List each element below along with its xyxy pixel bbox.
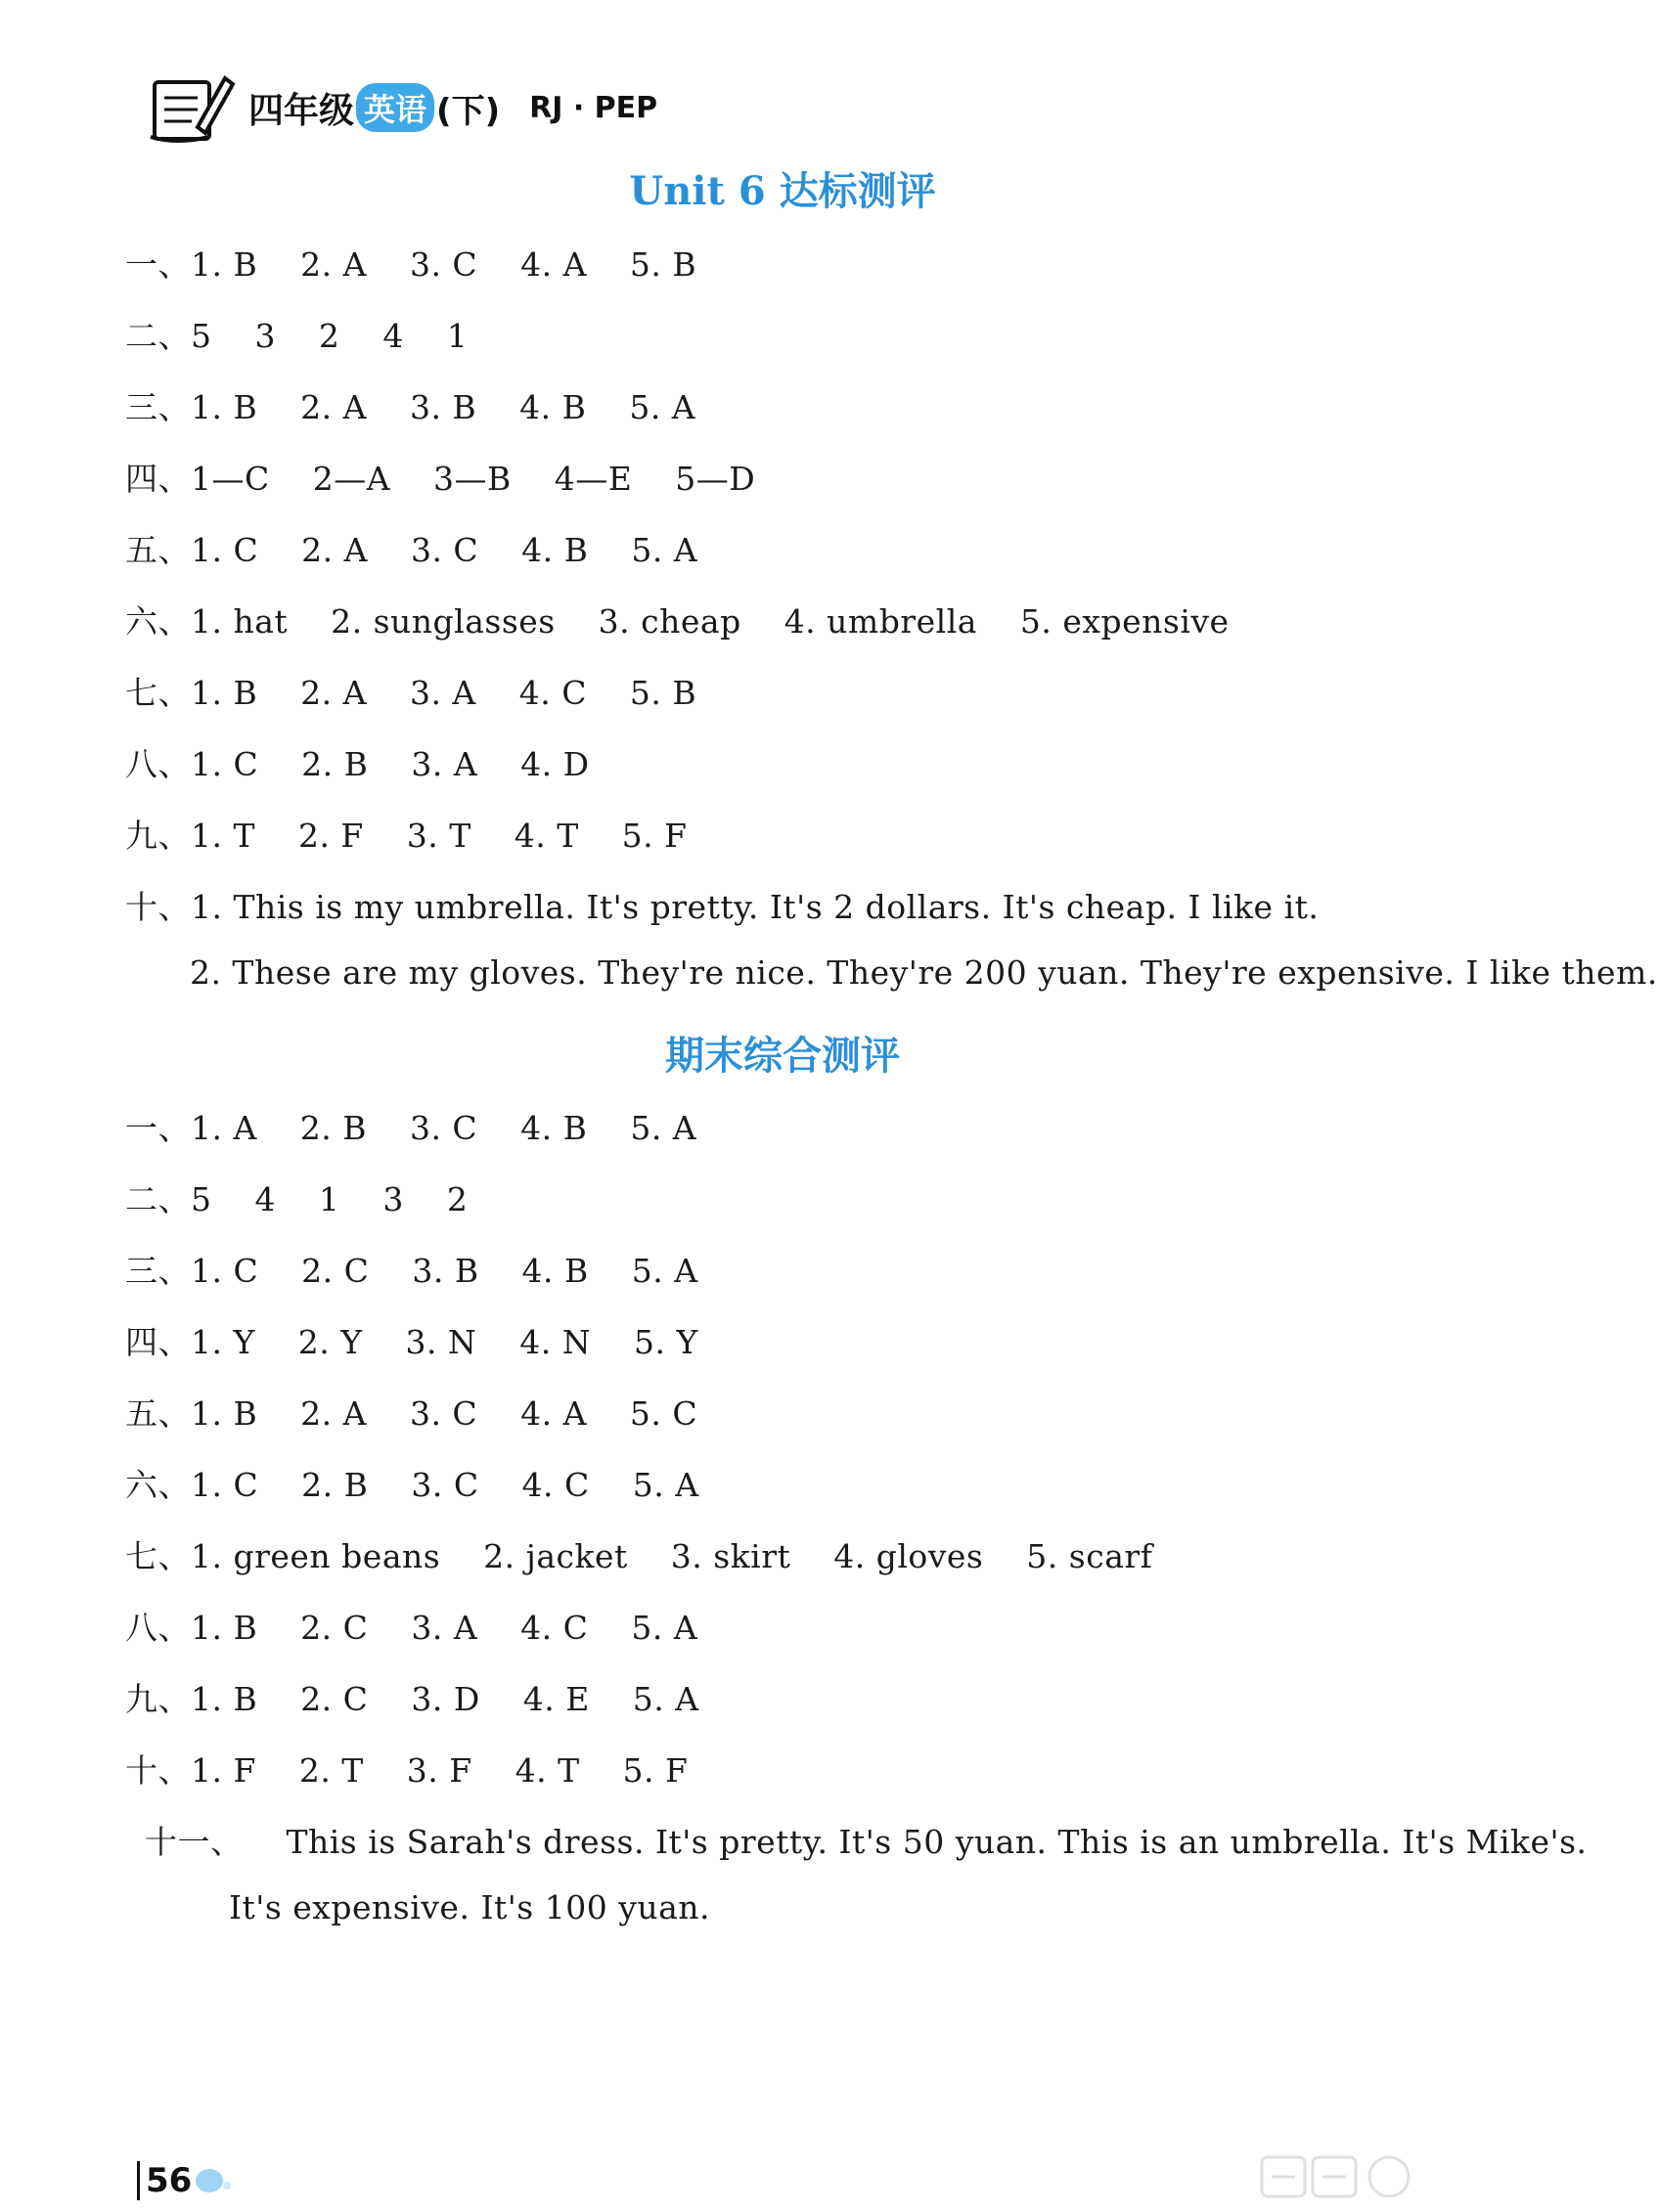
unit6-answer-line: 二、5 3 2 4 1 xyxy=(125,317,469,355)
final-answer-line: 二、5 4 1 3 2 xyxy=(125,1180,469,1218)
unit6-answer-line: 五、1. C 2. A 3. C 4. B 5. A xyxy=(125,531,698,569)
header-subject-badge: 英语 xyxy=(356,83,434,132)
final-answer-line: 五、1. B 2. A 3. C 4. A 5. C xyxy=(125,1394,698,1433)
final-answer-line: It's expensive. It's 100 yuan. xyxy=(186,1888,711,1926)
page-header xyxy=(147,68,657,147)
unit6-answer-line: 四、1—C 2—A 3—B 4—E 5—D xyxy=(125,460,756,498)
header-term: (下) xyxy=(436,91,501,131)
unit6-answer-line: 七、1. B 2. A 3. A 4. C 5. B xyxy=(125,674,697,712)
unit6-answer-line: 一、1. B 2. A 3. C 4. A 5. B xyxy=(125,245,697,284)
final-answer-line: 三、1. C 2. C 3. B 4. B 5. A xyxy=(125,1252,698,1290)
final-title: 期末综合测评 xyxy=(665,1033,900,1079)
unit6-answer-line: 九、1. T 2. F 3. T 4. T 5. F xyxy=(125,817,688,855)
unit6-answer-line: 八、1. C 2. B 3. A 4. D xyxy=(125,745,590,783)
final-answer-line: 一、1. A 2. B 3. C 4. B 5. A xyxy=(125,1109,697,1147)
unit6-title: Unit 6 达标测评 xyxy=(629,168,936,214)
final-answer-line: 八、1. B 2. C 3. A 4. C 5. A xyxy=(125,1609,698,1647)
page-decoration-icon xyxy=(194,2166,233,2195)
unit6-answer-line: 十、1. This is my umbrella. It's pretty. It's 2 dollars. It's cheap. I like it. xyxy=(125,888,1320,926)
final-answer-line: 九、1. B 2. C 3. D 4. E 5. A xyxy=(125,1680,699,1718)
header-edition: RJ · PEP xyxy=(529,90,658,125)
book-pencil-icon xyxy=(147,68,235,147)
unit6-answer-line: 2. These are my gloves. They're nice. They're 200 yuan. They're expensive. I like them. xyxy=(147,953,1658,992)
page-number-text: 56 xyxy=(137,2161,192,2200)
header-grade: 四年级 xyxy=(248,90,355,131)
final-answer-line: 四、1. Y 2. Y 3. N 4. N 5. Y xyxy=(125,1323,698,1361)
final-answer-line: 六、1. C 2. B 3. C 4. C 5. A xyxy=(125,1466,699,1504)
unit6-answer-line: 六、1. hat 2. sunglasses 3. cheap 4. umbrella 5. expensive xyxy=(125,602,1230,641)
final-answer-line: 七、1. green beans 2. jacket 3. skirt 4. gloves 5. scarf xyxy=(125,1537,1153,1575)
page-number xyxy=(137,2161,233,2200)
watermark-logo-icon xyxy=(1252,2151,1448,2210)
unit6-answer-line: 三、1. B 2. A 3. B 4. B 5. A xyxy=(125,388,696,426)
final-answer-line: 十一、 This is Sarah's dress. It's pretty. It's 50 yuan. This is an umbrella. It's Mike's. xyxy=(145,1823,1588,1861)
final-answer-line: 十、1. F 2. T 3. F 4. T 5. F xyxy=(125,1751,689,1790)
